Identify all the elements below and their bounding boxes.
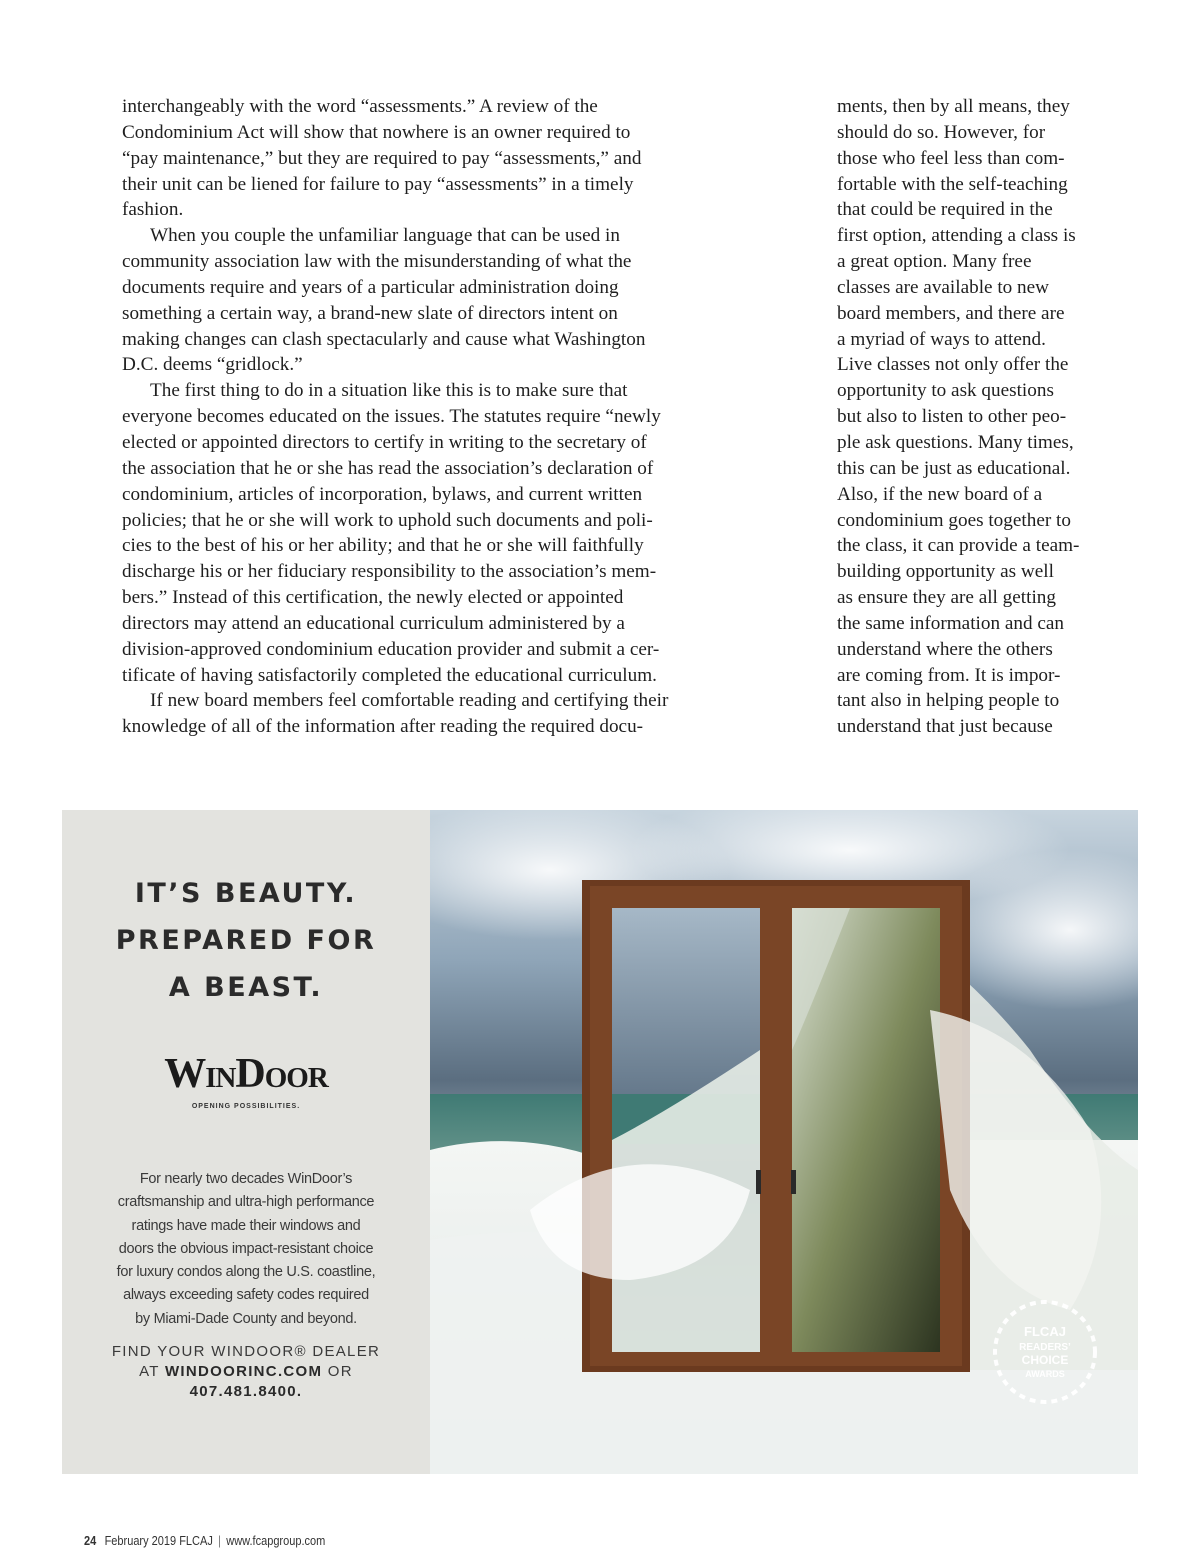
- issue-date: February 2019: [104, 1534, 177, 1548]
- article-line: the same information and can: [837, 612, 1064, 634]
- article-line: that could be required in the: [837, 199, 1053, 221]
- ad-headline-line: IT’S BEAUTY.: [134, 878, 358, 909]
- article-line: documents require and years of a particular administration doing: [122, 276, 619, 298]
- award-line: READERS’: [1019, 1342, 1071, 1353]
- publication-name: FLCAJ: [179, 1534, 213, 1548]
- cta-line-1: FIND YOUR WINDOOR® DEALER: [111, 1343, 381, 1360]
- article-line: first option, attending a class is: [837, 225, 1076, 247]
- ad-body-line: by Miami-Dade County and beyond.: [135, 1310, 357, 1327]
- award-line: CHOICE: [1021, 1353, 1069, 1367]
- article-right-column: [837, 94, 1127, 740]
- article-line: community association law with the misunderstanding of what the: [122, 251, 632, 273]
- article-line: D.C. deems “gridlock.”: [122, 354, 303, 376]
- article-line: If new board members feel comfortable reading and certifying their: [150, 690, 669, 712]
- article-line: condominium, articles of incorporation, bylaws, and current written: [122, 483, 643, 505]
- article-line: building opportunity as well: [837, 561, 1054, 583]
- article-line: Condominium Act will show that nowhere is an owner required to: [122, 121, 631, 143]
- ad-body-line: ratings have made their windows and: [131, 1217, 361, 1234]
- article-line: those who feel less than com-: [837, 147, 1065, 169]
- article-line: the class, it can provide a team-: [837, 535, 1080, 557]
- ad-body-copy: [92, 1168, 400, 1331]
- ad-body-line: always exceeding safety codes required: [123, 1287, 369, 1304]
- ad-headline: [62, 870, 430, 1011]
- cta-website-link[interactable]: WINDOORINC.COM: [164, 1363, 323, 1380]
- article-line: something a certain way, a brand-new slate of directors intent on: [122, 302, 618, 324]
- cta-suffix: OR: [322, 1363, 353, 1380]
- article-line: everyone becomes educated on the issues. The statutes require “newly: [122, 406, 661, 428]
- article-line: bers.” Instead of this certification, the newly elected or appointed: [122, 587, 624, 609]
- ad-body-line: For nearly two decades WinDoor’s: [139, 1171, 353, 1187]
- article-line: When you couple the unfamiliar language that can be used in: [150, 225, 620, 247]
- article-line: “pay maintenance,” but they are required to pay “assessments,” and: [122, 147, 642, 169]
- article-line: discharge his or her fiduciary responsibility to the association’s mem-: [122, 561, 657, 583]
- cta-prefix: AT: [139, 1363, 165, 1380]
- cta-line-2: [62, 1362, 430, 1382]
- page-footer: [84, 1534, 325, 1548]
- article-line: ple ask questions. Many times,: [837, 431, 1074, 453]
- article-line: opportunity to ask questions: [837, 380, 1054, 402]
- windoor-logo-tagline: OPENING POSSIBILITIES.: [191, 1103, 301, 1110]
- ad-body-line: doors the obvious impact-resistant choice: [118, 1240, 374, 1257]
- article-line: interchangeably with the word “assessments.” A review of the: [122, 96, 598, 117]
- article-line: making changes can clash spectacularly and cause what Washington: [122, 328, 646, 350]
- article-line: a myriad of ways to attend.: [837, 328, 1046, 350]
- article-line: but also to listen to other peo-: [837, 406, 1067, 428]
- article-line: tant also in helping people to: [837, 690, 1060, 712]
- article-line: fortable with the self-teaching: [837, 173, 1068, 195]
- article-line: cies to the best of his or her ability; and that he or she will faithfully: [122, 535, 644, 557]
- ad-text-panel: [62, 810, 430, 1474]
- windoor-logo: WinDoor: [164, 1051, 328, 1097]
- article-line: the association that he or she has read the association’s declaration of: [122, 457, 654, 479]
- article-line: as ensure they are all getting: [837, 587, 1056, 609]
- article-line: knowledge of all of the information after reading the required docu-: [122, 716, 644, 738]
- article-line: classes are available to new: [837, 276, 1050, 298]
- article-line: condominium goes together to: [837, 509, 1071, 531]
- article-left-column: [122, 94, 762, 740]
- door-illustration: [582, 880, 970, 1372]
- page-number: 24: [84, 1534, 97, 1548]
- ad-photo-door-in-waves: [430, 810, 1138, 1474]
- article-line: elected or appointed directors to certify in writing to the secretary of: [122, 431, 647, 453]
- ad-body-line: for luxury condos along the U.S. coastline,: [116, 1264, 376, 1281]
- article-line: understand where the others: [837, 638, 1053, 660]
- article-line: ments, then by all means, they: [837, 96, 1070, 117]
- article-line: fashion.: [122, 199, 184, 221]
- windoor-advertisement: [62, 810, 1138, 1474]
- article-line: understand that just because: [837, 716, 1053, 738]
- article-line: this can be just as educational.: [837, 457, 1071, 479]
- article-line: a great option. Many free: [837, 251, 1032, 273]
- article-line: Also, if the new board of a: [837, 483, 1043, 505]
- footer-website-link[interactable]: www.fcapgroup.com: [226, 1534, 326, 1548]
- article-line: are coming from. It is impor-: [837, 664, 1061, 686]
- ad-call-to-action: [62, 1342, 430, 1402]
- ad-headline-line: PREPARED FOR: [115, 925, 377, 956]
- article-line: directors may attend an educational curriculum administered by a: [122, 612, 625, 634]
- award-line: AWARDS: [1025, 1369, 1065, 1379]
- ad-body-line: craftsmanship and ultra-high performance: [117, 1194, 375, 1211]
- cta-phone: 407.481.8400.: [189, 1383, 303, 1400]
- article-line: division-approved condominium education provider and submit a cer-: [122, 638, 660, 660]
- article-line: should do so. However, for: [837, 121, 1046, 143]
- ad-headline-line: A BEAST.: [168, 972, 324, 1003]
- article-line: board members, and there are: [837, 302, 1065, 324]
- article-line: their unit can be liened for failure to pay “assessments” in a timely: [122, 173, 634, 195]
- award-line: FLCAJ: [1024, 1324, 1066, 1339]
- article-line: The first thing to do in a situation like this is to make sure that: [150, 380, 628, 402]
- footer-separator: |: [218, 1534, 221, 1548]
- article-line: policies; that he or she will work to uphold such documents and poli-: [122, 509, 653, 531]
- article-line: Live classes not only offer the: [837, 354, 1069, 376]
- cta-line-3: [62, 1382, 430, 1402]
- article-line: tificate of having satisfactorily completed the educational curriculum.: [122, 664, 657, 686]
